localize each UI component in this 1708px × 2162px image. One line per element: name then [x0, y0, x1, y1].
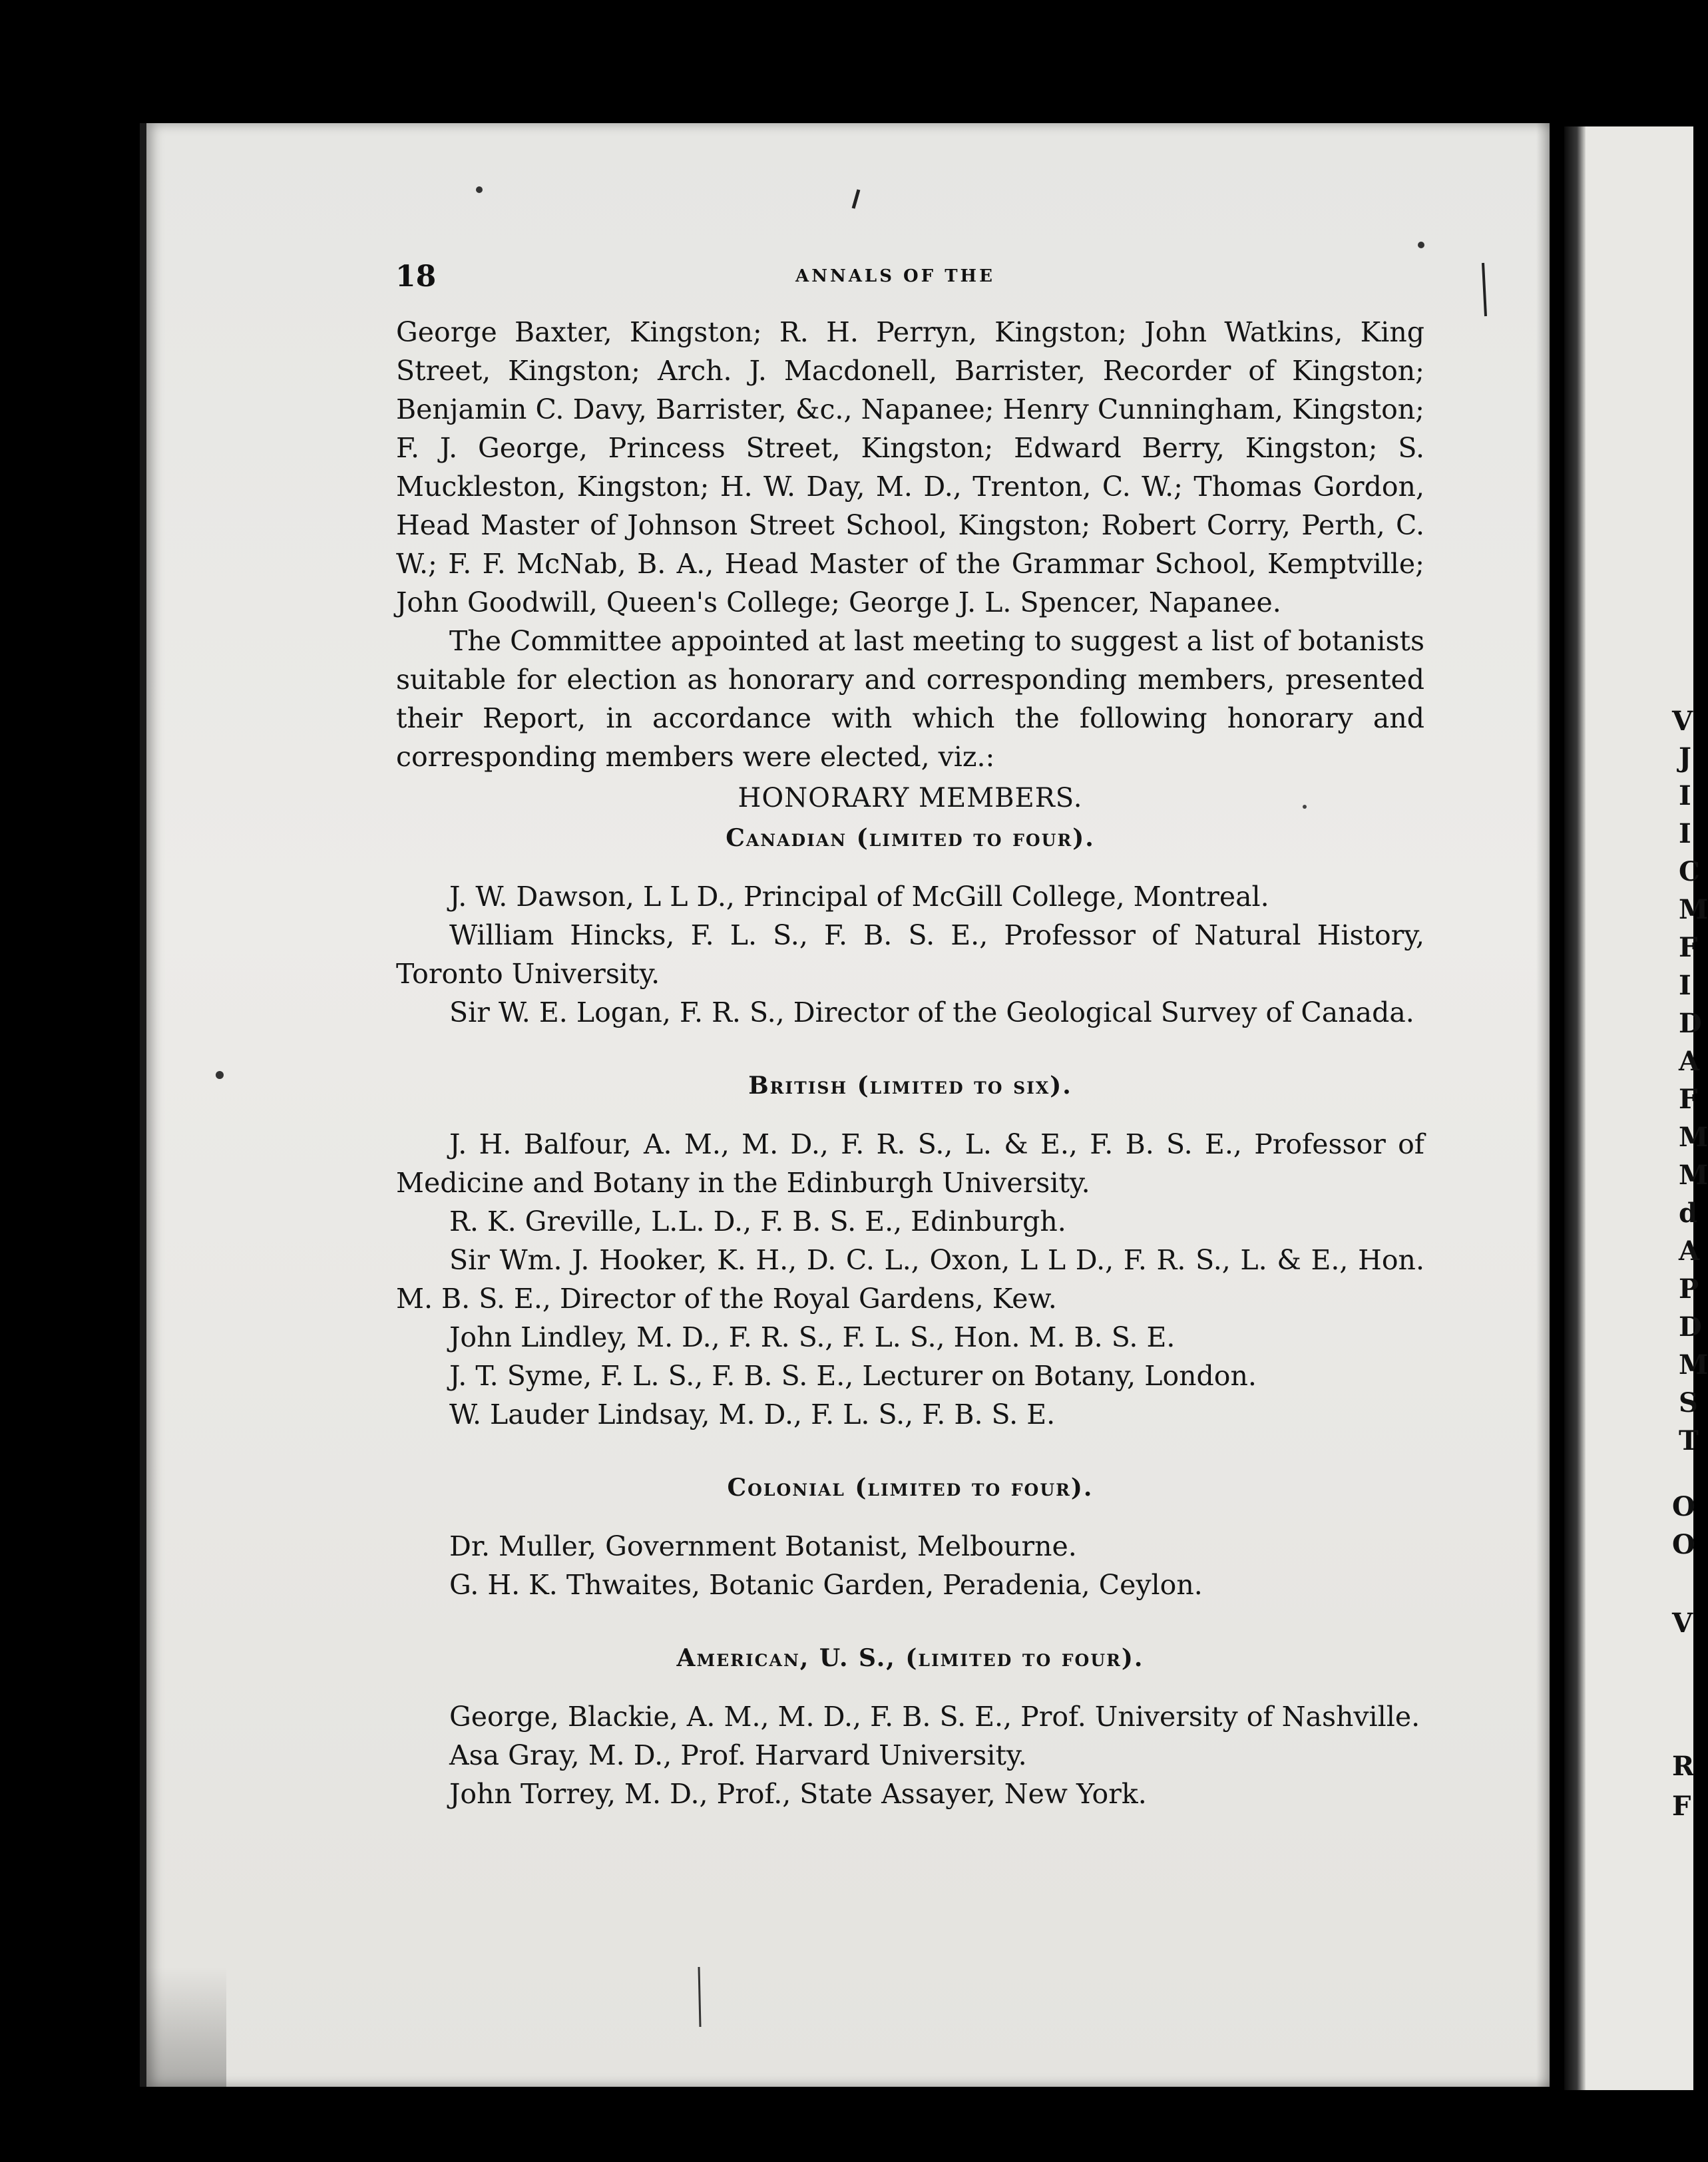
edge-letter: V — [1672, 706, 1693, 737]
member-entry: J. H. Balfour, A. M., M. D., F. R. S., L. & E., F. B. S. E., Professor of Medicine and Botany in the Edinburgh University. — [396, 1128, 1424, 1199]
edge-letter: S — [1679, 1387, 1698, 1418]
edge-letter: J — [1679, 742, 1691, 773]
member-entry: J. W. Dawson, L L D., Principal of McGill College, Montreal. — [449, 881, 1269, 913]
edge-letter: d — [1679, 1197, 1697, 1229]
edge-letter: M — [1679, 894, 1708, 925]
edge-letter: O — [1672, 1491, 1695, 1522]
member-entry: Sir Wm. J. Hooker, K. H., D. C. L., Oxon, L L D., F. R. S., L. & E., Hon. M. B. S. E., Director of the Royal Gardens, Kew. — [396, 1244, 1424, 1315]
edge-letter: D — [1679, 1311, 1702, 1343]
edge-letter: M — [1679, 1122, 1708, 1153]
member-entry: Sir W. E. Logan, F. R. S., Director of the Geological Survey of Canada. — [449, 996, 1414, 1028]
scan-speck — [1418, 242, 1424, 248]
member-entry: George, Blackie, A. M., M. D., F. B. S. E., Prof. University of Nashville. — [449, 1701, 1420, 1733]
section-heading-american: American, U. S., (limited to four). — [676, 1644, 1144, 1672]
scan-speck — [216, 1071, 224, 1079]
scan-speck — [1303, 805, 1307, 809]
edge-letter: C — [1679, 856, 1700, 887]
edge-letter: F — [1679, 1084, 1698, 1115]
scan-mark — [1483, 263, 1486, 316]
edge-letter: R — [1672, 1751, 1695, 1782]
edge-letter: I — [1679, 970, 1691, 1001]
edge-letter: T — [1679, 1425, 1699, 1456]
page-number: 18 — [395, 260, 437, 294]
scan-mark — [853, 190, 859, 208]
edge-letter: A — [1679, 1235, 1700, 1267]
edge-letter: V — [1672, 1608, 1693, 1639]
section-heading-canadian: Canadian (limited to four). — [726, 824, 1095, 852]
member-entry: William Hincks, F. L. S., F. B. S. E., Professor of Natural History, Toronto University. — [396, 919, 1424, 990]
scan-mark — [699, 1967, 700, 2027]
member-list-paragraph: George Baxter, Kingston; R. H. Perryn, Kingston; John Watkins, King Street, Kingston; Arch. J. Macdonell, Barrister, Recorder of Kingston; Benjamin C. Davy, Barrister, &c., Napanee; Henry Cunningham, Kingston; F. J. George, Princess Street, Kingston; Edward Berry, Kingston; S. Muckleston, Kingston; H. W. Day, M. D., Trenton, C. W.; Thomas Gordon, Head Master of Johnson Street School, Kingston; Robert Corry, Perth, C. W.; F. F. McNab, B. A., Head Master of the Grammar School, Kemptville; John Goodwill, Queen's College; George J. L. Spencer, Napanee. — [396, 316, 1424, 618]
edge-letter: F — [1672, 1791, 1691, 1822]
edge-letter: F — [1679, 932, 1698, 963]
member-entry: R. K. Greville, L.L. D., F. B. S. E., Edinburgh. — [449, 1205, 1066, 1237]
edge-letter: D — [1679, 1008, 1702, 1039]
member-entry: John Lindley, M. D., F. R. S., F. L. S., Hon. M. B. S. E. — [449, 1321, 1175, 1353]
member-entry: Dr. Muller, Government Botanist, Melbourne. — [449, 1530, 1077, 1562]
edge-letter: A — [1679, 1046, 1700, 1077]
member-entry: W. Lauder Lindsay, M. D., F. L. S., F. B. S. E. — [449, 1399, 1056, 1430]
section-heading-british: British (limited to six). — [748, 1072, 1072, 1100]
member-entry: G. H. K. Thwaites, Botanic Garden, Peradenia, Ceylon. — [449, 1569, 1203, 1601]
member-entry: John Torrey, M. D., Prof., State Assayer, New York. — [449, 1778, 1147, 1810]
scan-speck — [476, 186, 483, 193]
edge-letter: M — [1679, 1349, 1708, 1381]
member-entry: J. T. Syme, F. L. S., F. B. S. E., Lecturer on Botany, London. — [449, 1360, 1257, 1392]
edge-letter: I — [1679, 780, 1691, 811]
edge-letter: O — [1672, 1529, 1695, 1560]
edge-letter: M — [1679, 1160, 1708, 1191]
edge-letter: I — [1679, 818, 1691, 849]
member-entry: Asa Gray, M. D., Prof. Harvard University. — [449, 1739, 1027, 1771]
committee-paragraph: The Committee appointed at last meeting to suggest a list of botanists suitable for election as honorary and corresponding members, presented their Report, in accordance with which the following honorary and corresponding members were elected, viz.: — [396, 625, 1424, 773]
honorary-members-title: HONORARY MEMBERS. — [738, 783, 1083, 813]
edge-letter: P — [1679, 1273, 1699, 1305]
running-head: ANNALS OF THE — [795, 266, 995, 286]
section-heading-colonial: Colonial (limited to four). — [727, 1474, 1094, 1502]
